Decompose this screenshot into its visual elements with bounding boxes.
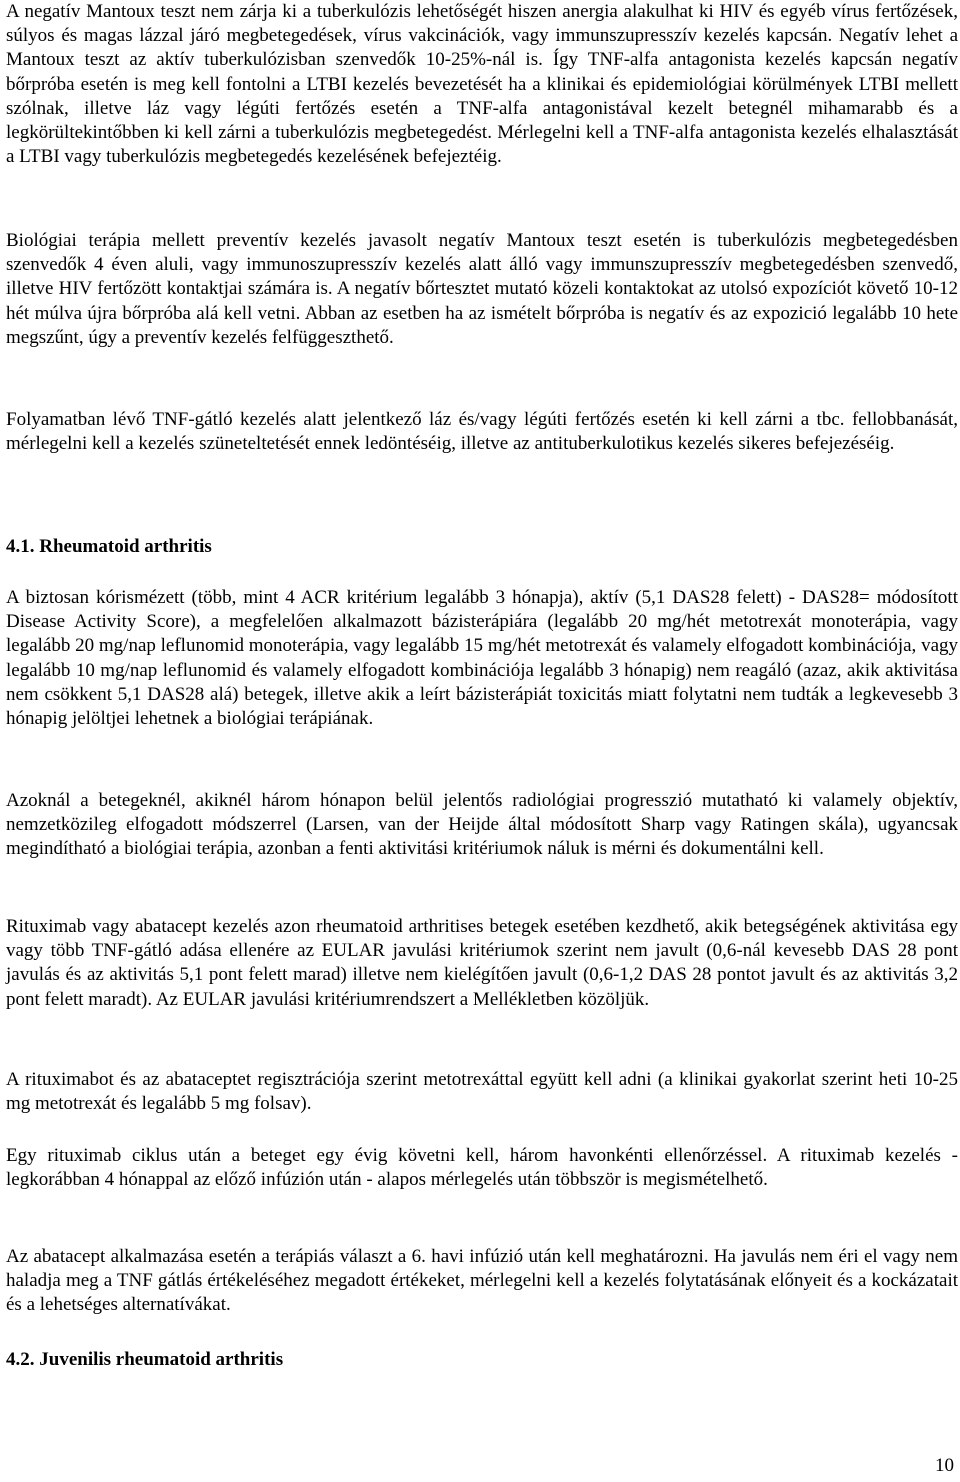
paragraph-radiological-progression: Azoknál a betegeknél, akiknél három hónapon belül jelentős radiológiai progresszió mutatható ki valamely objektív, nemzetközileg elfogadott módszerrel (Larsen, van der Heijde által módosított Sharp vagy Ratingen skála), ugyancsak megindítható a biológiai terápia, azonban a fenti aktivitási kritériumok náluk is mérni és dokumentálni kell. [6,790,958,860]
paragraph-methotrexate-combination: A rituximabot és az abataceptet regisztrációja szerint metotrexáttal együtt kell adni (a klinikai gyakorlat szerint heti 10-25 mg metotrexát és legalább 5 mg folsav). [6,1069,958,1115]
section-heading-rheumatoid-arthritis: 4.1. Rheumatoid arthritis [6,536,212,557]
paragraph-preventive-treatment: Biológiai terápia mellett preventív kezelés javasolt negatív Mantoux teszt esetén is tuberkulózis megbetegedésben szenvedők 4 éven aluli, vagy immunoszupresszív kezelés alatt álló vagy immunszupresszív megbetegedésben szenvedő, illetve HIV fertőzött kontaktjai számára is. A negatív bőrtesztet mutató közeli kontaktokat az utolsó expozíciót követő 10-12 hét múlva újra bőrpróba alá kell vetni. Abban az esetben ha az ismételt bőrpróba is negatív és az expozició legalább 10 hete megszűnt, úgy a preventív kezelés felfüggeszthető. [6,230,958,348]
paragraph-rituximab-cycle: Egy rituximab ciklus után a beteget egy évig követni kell, három havonkénti ellenőrzéssel. A rituximab kezelés - legkorábban 4 hónappal az előző infúzión után - alapos mérlegelés után többször is megismételhető. [6,1145,958,1191]
page-number: 10 [935,1455,954,1476]
section-heading-juvenile-ra: 4.2. Juvenilis rheumatoid arthritis [6,1349,284,1370]
paragraph-negative-mantoux: A negatív Mantoux teszt nem zárja ki a tuberkulózis lehetőségét hiszen anergia alakulhat ki HIV és egyéb vírus fertőzések, súlyos és magas lázzal járó megbetegedések, vírus vakcinációk, vagy immunszupresszív kezelés kapcsán. Negatív lehet a Mantoux teszt az aktív tuberkulózisban szenvedők 10-25%-nál is. Így TNF-alfa antagonista kezelés kapcsán negatív bőrpróba esetén is meg kell fontolni a LTBI kezelés bevezetését ha a klinikai és epidemiológiai körülmények LTBI mellett szólnak, illetve láz vagy légúti fertőzés esetén a TNF-alfa antagonistával kezelt betegnél mihamarabb és a legkörültekintőbben ki kell zárni a tuberkulózis megbetegedést. Mérlegelni kell a TNF-alfa antagonista kezelés elhalasztását a LTBI vagy tuberkulózis megbetegedés kezelésének befejeztéig. [6,1,958,168]
paragraph-abatacept-response: Az abatacept alkalmazása esetén a terápiás választ a 6. havi infúzió után kell meghatározni. Ha javulás nem éri el vagy nem haladja meg a TNF gátlás értékeléséhez megadott értékeket, mérlegelni kell a kezelés folytatásának előnyeit és a kockázatait és a lehetséges alternatívákat. [6,1246,958,1316]
paragraph-ra-criteria: A biztosan kórismézett (több, mint 4 ACR kritérium legalább 3 hónapja), aktív (5,1 DAS28 felett) - DAS28= módosított Disease Activity Score), a megfelelően alkalmazott bázisterápiára (legalább 20 mg/hét metotrexát monoterápia, vagy legalább 20 mg/nap leflunomid monoterápia, vagy legalább 15 mg/hét metotrexát és valamely elfogadott kombinációja, vagy legalább 10 mg/nap leflunomid és valamely elfogadott kombinációja legalább 3 hónapig) nem reagáló (azaz, akik aktivitása nem csökkent 5,1 DAS28 alá) betegek, illetve akik a leírt bázisterápiát toxicitás miatt folytatni nem tudták a legkevesebb 3 hónapig jelöltjei lehetnek a biológiai terápiának. [6,587,958,730]
paragraph-ongoing-tnf-treatment: Folyamatban lévő TNF-gátló kezelés alatt jelentkező láz és/vagy légúti fertőzés esetén ki kell zárni a tbc. fellobbanását, mérlegelni kell a kezelés szüneteltetését ennek ledöntéséig, illetve az antituberkulotikus kezelés sikeres befejezéséig. [6,409,958,455]
paragraph-rituximab-abatacept: Rituximab vagy abatacept kezelés azon rheumatoid arthritises betegek esetében kezdhető, akik betegségének aktivitása egy vagy több TNF-gátló adása ellenére az EULAR javulási kritériumok szerint nem javult (0,6-nál kevesebb DAS 28 pont javulás és az aktivitás 5,1 pont felett marad) illetve nem kielégítően javult (0,6-1,2 DAS 28 pontot javult és az aktivitás 3,2 pont felett maradt). Az EULAR javulási kritériumrendszert a Mellékletben közöljük. [6,916,958,1010]
